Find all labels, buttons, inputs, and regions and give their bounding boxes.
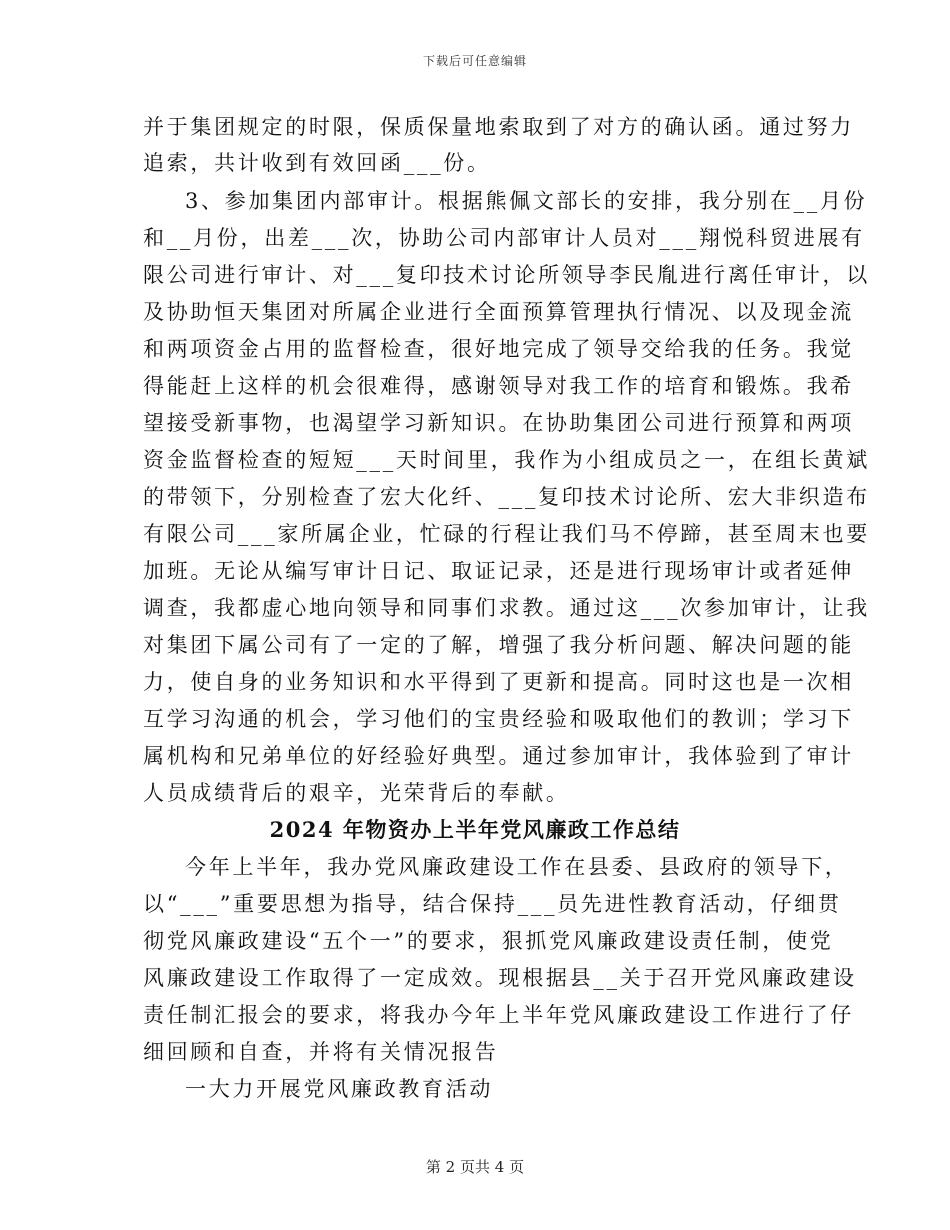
paragraph-line: 调查，我都虚心地向领导和同事们求教。通过这___次参加审计，让我 xyxy=(143,596,870,620)
paragraph-line: 有限公司___家所属企业，忙碌的行程让我们马不停蹄，甚至周末也要 xyxy=(143,522,870,546)
page-header: 下载后可任意编辑 xyxy=(422,54,527,68)
page-footer: 第 2 页共 4 页 xyxy=(425,1158,525,1176)
paragraph-line: 以“___”重要思想为指导，结合保持___员先进性教育活动，仔细贯 xyxy=(143,892,842,916)
paragraph-line: 对集团下属公司有了一定的了解，增强了我分析问题、解决问题的能 xyxy=(143,633,854,657)
paragraph-line: 并于集团规定的时限，保质保量地索取到了对方的确认函。通过努力 xyxy=(143,115,854,139)
paragraph-line: 限公司进行审计、对___复印技术讨论所领导李民胤进行离任审计，以 xyxy=(143,263,870,287)
paragraph-line: 得能赶上这样的机会很难得，感谢领导对我工作的培育和锻炼。我希 xyxy=(143,374,854,398)
paragraph-line: 彻党风廉政建设“五个一”的要求，狠抓党风廉政建设责任制，使党 xyxy=(143,929,834,953)
paragraph-line: 3、参加集团内部审计。根据熊佩文部长的安排，我分别在__月份 xyxy=(185,189,868,213)
paragraph-line: 及协助恒天集团对所属企业进行全面预算管理执行情况、以及现金流 xyxy=(143,300,854,324)
paragraph-line: 望接受新事物，也渴望学习新知识。在协助集团公司进行预算和两项 xyxy=(143,411,854,435)
paragraph-line: 和两项资金占用的监督检查，很好地完成了领导交给我的任务。我觉 xyxy=(143,337,854,361)
paragraph-line: 细回顾和自查，并将有关情况报告 xyxy=(143,1040,499,1064)
section-title: 2024 年物资办上半年党风廉政工作总结 xyxy=(269,817,681,842)
paragraph-line: 人员成绩背后的艰辛，光荣背后的奉献。 xyxy=(143,781,570,805)
paragraph-line: 和__月份，出差___次，协助公司内部审计人员对___翔悦科贸进展有 xyxy=(143,226,865,250)
paragraph-line: 责任制汇报会的要求，将我办今年上半年党风廉政建设工作进行了仔 xyxy=(143,1003,854,1027)
paragraph-line: 的带领下，分别检查了宏大化纤、___复印技术讨论所、宏大非织造布 xyxy=(143,485,870,509)
paragraph-line: 力，使自身的业务知识和水平得到了更新和提高。同时这也是一次相 xyxy=(143,670,854,694)
paragraph-line: 加班。无论从编写审计日记、取证记录，还是进行现场审计或者延伸 xyxy=(143,559,854,583)
paragraph-line: 资金监督检查的短短___天时间里，我作为小组成员之一，在组长黄斌 xyxy=(143,448,870,472)
paragraph-line: 今年上半年，我办党风廉政建设工作在县委、县政府的领导下， xyxy=(185,855,849,879)
paragraph-line: 互学习沟通的机会，学习他们的宝贵经验和吸取他们的教训；学习下 xyxy=(143,707,854,731)
paragraph-line: 风廉政建设工作取得了一定成效。现根据县__关于召开党风廉政建设 xyxy=(143,966,857,990)
subheading-line: 一大力开展党风廉政教育活动 xyxy=(185,1077,494,1101)
paragraph-line: 追索，共计收到有效回函___份。 xyxy=(143,151,491,175)
paragraph-line: 属机构和兄弟单位的好经验好典型。通过参加审计，我体验到了审计 xyxy=(143,744,854,768)
